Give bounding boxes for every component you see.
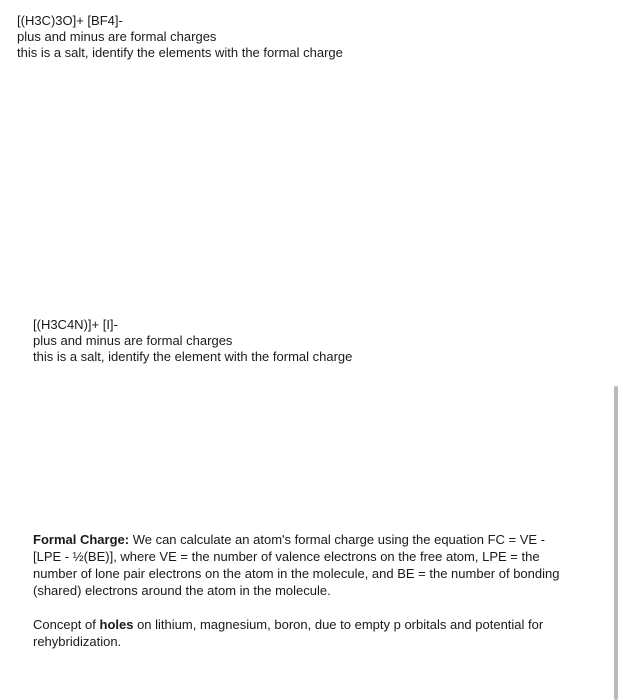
question-2 — [33, 317, 352, 365]
holes-keyword: holes — [99, 617, 134, 632]
holes-prefix: Concept of — [33, 617, 100, 632]
question-1-line-3: this is a salt, identify the elements with the formal charge — [17, 45, 343, 60]
question-2-formula: [(H3C4N)]+ [I]- — [33, 317, 118, 332]
question-1-line-2: plus and minus are formal charges — [17, 29, 217, 44]
holes-suffix: on lithium, magnesium, boron, due to empty p orbitals and potential for rehybridization. — [33, 617, 544, 649]
vertical-scrollbar[interactable] — [614, 386, 618, 700]
question-2-line-2: plus and minus are formal charges — [33, 333, 233, 348]
formal-charge-paragraph — [33, 531, 563, 599]
question-2-line-3: this is a salt, identify the element with the formal charge — [33, 349, 353, 364]
formal-charge-text: We can calculate an atom's formal charge using the equation FC = VE - [LPE - ½(BE)], where VE = the number of valence electrons on the free atom, LPE = the number of lone pair electrons on the atom in the molecule, and BE = the number of bonding (shared) electrons around the atom in the molecule. — [33, 532, 560, 598]
notes-section — [33, 531, 563, 650]
holes-paragraph — [33, 616, 563, 650]
question-1-formula: [(H3C)3O]+ [BF4]- — [17, 13, 123, 28]
question-1 — [17, 13, 343, 61]
formal-charge-label: Formal Charge: — [33, 532, 130, 547]
